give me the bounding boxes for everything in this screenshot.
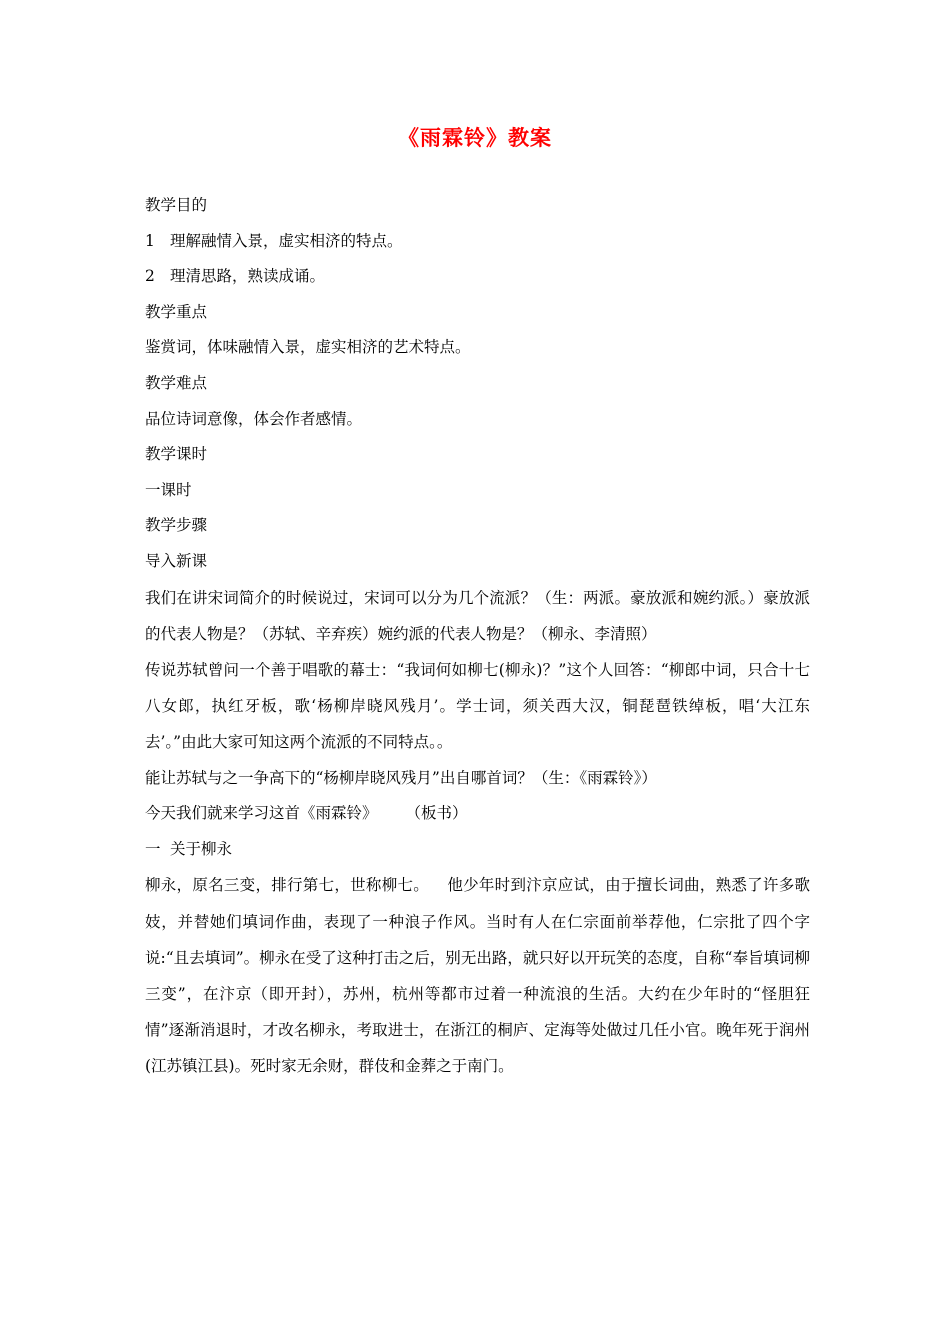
key-points-text: 鉴赏词，体味融情入景，虚实相济的艺术特点。: [145, 338, 471, 357]
introduction-heading: 导入新课: [145, 551, 208, 570]
today-text: 今天我们就来学习这首《雨霖铃》: [145, 804, 378, 823]
teaching-steps-heading: 教学步骤: [145, 516, 208, 535]
difficulty-heading: 教学难点: [145, 373, 208, 392]
objective-number: 2: [145, 267, 155, 286]
objective-number: 1: [145, 231, 155, 250]
class-hours-text: 一课时: [145, 480, 192, 499]
paragraph-biography: [145, 867, 810, 1084]
blackboard-note: （板书）: [405, 804, 468, 823]
key-points-heading: 教学重点: [145, 302, 208, 321]
biography-body: 他少年时到汴京应试，由于擅长词曲，熟悉了许多歌妓，并替她们填词作曲，表现了一种浪子作风。当时有人在仁宗面前举荐他，仁宗批了四个字说:“且去填词”。柳永在受了这种打击之后，别无出路，就只好以开玩笑的态度，自称“奉旨填词柳三变”，在汴京（即开封），苏州，杭州等都市过着一种流浪的生活。大约在少年时的“怪胆狂情”逐渐消退时，才改名柳永，考取进士，在浙江的桐庐、定海等处做过几任小官。晚年死于润州(江苏镇江县)。死时家无余财，群伎和金葬之于南门。: [145, 876, 810, 1076]
difficulty-text: 品位诗词意像，体会作者感情。: [145, 409, 363, 428]
objectives-heading: 教学目的: [145, 196, 208, 214]
objective-item-2: [145, 259, 810, 295]
objective-item-1: [145, 224, 810, 260]
section-title: 关于柳永: [170, 839, 233, 858]
paragraph-anecdote: 传说苏轼曾问一个善于唱歌的幕士：“我词何如柳七(柳永)？”这个人回答：“柳郎中词，只合十七八女郎，执红牙板，歌‘杨柳岸晓风残月’。学士词，须关西大汉，铜琵琶铁绰板，唱‘大江东去’。”由此大家可知这两个流派的不同特点。。: [145, 660, 810, 752]
document-title: 《雨霖铃》教案: [398, 125, 552, 150]
section-number: 一: [145, 839, 161, 858]
paragraph-question: 能让苏轼与之一争高下的“杨柳岸晓风残月”出自哪首词？（生：《雨霖铃》）: [145, 768, 657, 787]
section-heading-about-liu-yong: [145, 832, 810, 868]
objective-text: 理清思路，熟读成诵。: [170, 267, 326, 286]
biography-intro: 柳永，原名三变，排行第七，世称柳七。: [145, 876, 430, 895]
paragraph-today: [145, 796, 810, 832]
paragraph-schools: 我们在讲宋词简介的时候说过，宋词可以分为几个流派？（生：两派。豪放派和婉约派。）豪放派的代表人物是？（苏轼、辛弃疾）婉约派的代表人物是？（柳永、李清照）: [145, 588, 810, 643]
objective-text: 理解融情入景，虚实相济的特点。: [170, 231, 403, 250]
document-body: [145, 188, 810, 1085]
class-hours-heading: 教学课时: [145, 445, 208, 464]
